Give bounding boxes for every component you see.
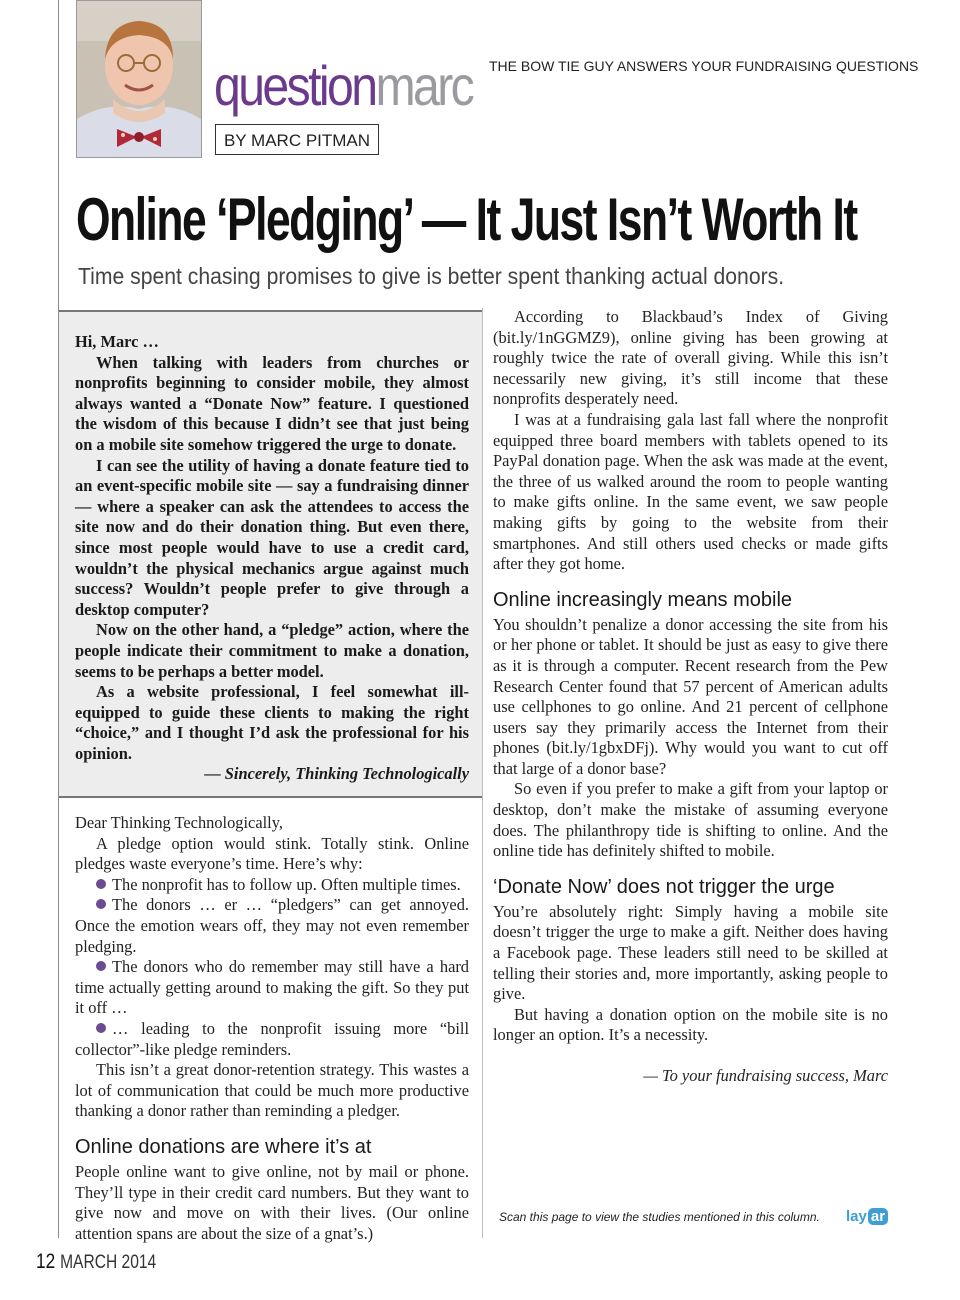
- section-heading-online-donations: Online donations are where it’s at: [75, 1135, 372, 1158]
- bullet-item: The donors who do remember may still have a hard time actually getting around to making the gift. So they put it off …: [75, 957, 469, 1018]
- section-heading-donate-now: ‘Donate Now’ does not trigger the urge: [493, 875, 835, 898]
- bullet-item: … leading to the nonprofit issuing more “bill collector”-like pledge reminders.: [75, 1018, 469, 1059]
- bullet-icon: [96, 879, 106, 889]
- section-heading-mobile: Online increasingly means mobile: [493, 588, 793, 611]
- letter-paragraph: I can see the utility of having a donate feature tied to an event-specific mobile site — say a fundraising dinner — where a speaker can ask the attendees to access the site now and do their donation thing. But even there, since most people would have to use a credit card, wouldn’t the physical mechanics argue against much success? Wouldn’t people prefer to give through a desktop computer?: [75, 455, 469, 619]
- letter-paragraph: When talking with leaders from churches or nonprofits beginning to consider mobile, they almost always wanted a “Donate Now” feature. I questioned the wisdom of this because I didn’t see that just being on a mobile site somehow triggered the urge to donate.: [75, 352, 469, 454]
- column-divider: [482, 308, 483, 1238]
- letter-paragraph: As a website professional, I feel somewhat ill-equipped to guide these clients to making the right “choice,” and I thought I’d ask the professional for his opinion.: [75, 682, 469, 763]
- answer-salutation: Dear Thinking Technologically,: [75, 813, 283, 832]
- answer-paragraph: I was at a fundraising gala last fall where the nonprofit equipped three board members with tablets opened to its PayPal donation page. When the ask was made at the event, the three of us walked around the room to people wanting to make gifts online. In the same event, we saw people making gifts by going to the website from their smartphones. And still others used checks or made gifts after they got home.: [493, 409, 888, 574]
- page-number: 12: [36, 1250, 56, 1273]
- layar-logo[interactable]: lay ar: [846, 1208, 888, 1225]
- article-deck: Time spent chasing promises to give is better spent thanking actual donors.: [78, 263, 785, 289]
- bullet-icon: [96, 899, 106, 909]
- answer-paragraph: You’re absolutely right: Simply having a mobile site doesn’t trigger the urge to make a gift. Neither does having a Facebook page. These leaders still need to be skilled at telling their stories and, more importantly, asking people to give.: [493, 901, 888, 1004]
- answer-paragraph: But having a donation option on the mobile site is no longer an option. It’s a necessity.: [493, 1004, 888, 1045]
- byline: BY MARC PITMAN: [215, 124, 379, 155]
- bullet-item: The donors … er … “pledgers” can get annoyed. Once the emotion wears off, they may not even remember pledging.: [75, 895, 469, 956]
- answer-column-right: [493, 307, 888, 1087]
- letter-greeting: Hi, Marc …: [75, 332, 159, 351]
- issue-date: MARCH 2014: [60, 1252, 157, 1273]
- bullet-icon: [96, 1023, 106, 1033]
- answer-column-left: [75, 813, 469, 1244]
- answer-intro: A pledge option would stink. Totally stink. Online pledges waste everyone’s time. Here’s why:: [75, 833, 469, 874]
- column-tagline: THE BOW TIE GUY ANSWERS YOUR FUNDRAISING QUESTIONS: [489, 58, 919, 74]
- answer-paragraph: So even if you prefer to make a gift from your laptop or desktop, don’t make the mistake of assuming everyone does. The philanthropy tide is shifting to online. And the online tide has definitely shifted to mobile.: [493, 779, 888, 861]
- scan-note: Scan this page to view the studies mentioned in this column.: [499, 1210, 820, 1224]
- answer-paragraph: You shouldn’t penalize a donor accessing the site from his or her phone or tablet. It should be just as easy to give there as it is through a computer. Recent research from the Pew Research Center found that 57 percent of American adults use cellphones to go online. And 21 percent of cellphone users say they primarily access the Internet from their phones (bit.ly/1gbxDFj). Why would you want to cut off that large of a donor base?: [493, 614, 888, 778]
- answer-paragraph: People online want to give online, not by mail or phone. They’ll type in their credit card numbers. But they want to give now and move on with their lives. (Our online attention spans are about the size of a gnat’s.): [75, 1161, 469, 1243]
- column-logo: [214, 54, 473, 117]
- article-headline: Online ‘Pledging’ — It Just Isn’t Worth It: [76, 186, 857, 253]
- logo-question: question: [214, 54, 376, 117]
- answer-paragraph: This isn’t a great donor-retention strategy. This wastes a lot of communication that could be much more productive thanking a donor rather than reminding a pledger.: [75, 1060, 469, 1121]
- logo-marc: marc: [375, 54, 473, 117]
- reader-letter-box: [59, 310, 483, 798]
- author-photo: [76, 0, 202, 158]
- answer-signoff: — To your fundraising success, Marc: [643, 1066, 888, 1085]
- letter-paragraph: Now on the other hand, a “pledge” action, where the people indicate their commitment to make a donation, seems to be perhaps a better model.: [75, 620, 469, 681]
- bullet-item: The nonprofit has to follow up. Often multiple times.: [75, 875, 469, 896]
- letter-signoff: — Sincerely, Thinking Technologically: [204, 764, 469, 784]
- answer-paragraph: According to Blackbaud’s Index of Giving (bit.ly/1nGGMZ9), online giving has been growing at roughly twice the rate of overall giving. While this isn’t necessarily new giving, it’s still income that these nonprofits desperately need.: [493, 307, 888, 409]
- bullet-icon: [96, 961, 106, 971]
- page-footer: [36, 1250, 156, 1274]
